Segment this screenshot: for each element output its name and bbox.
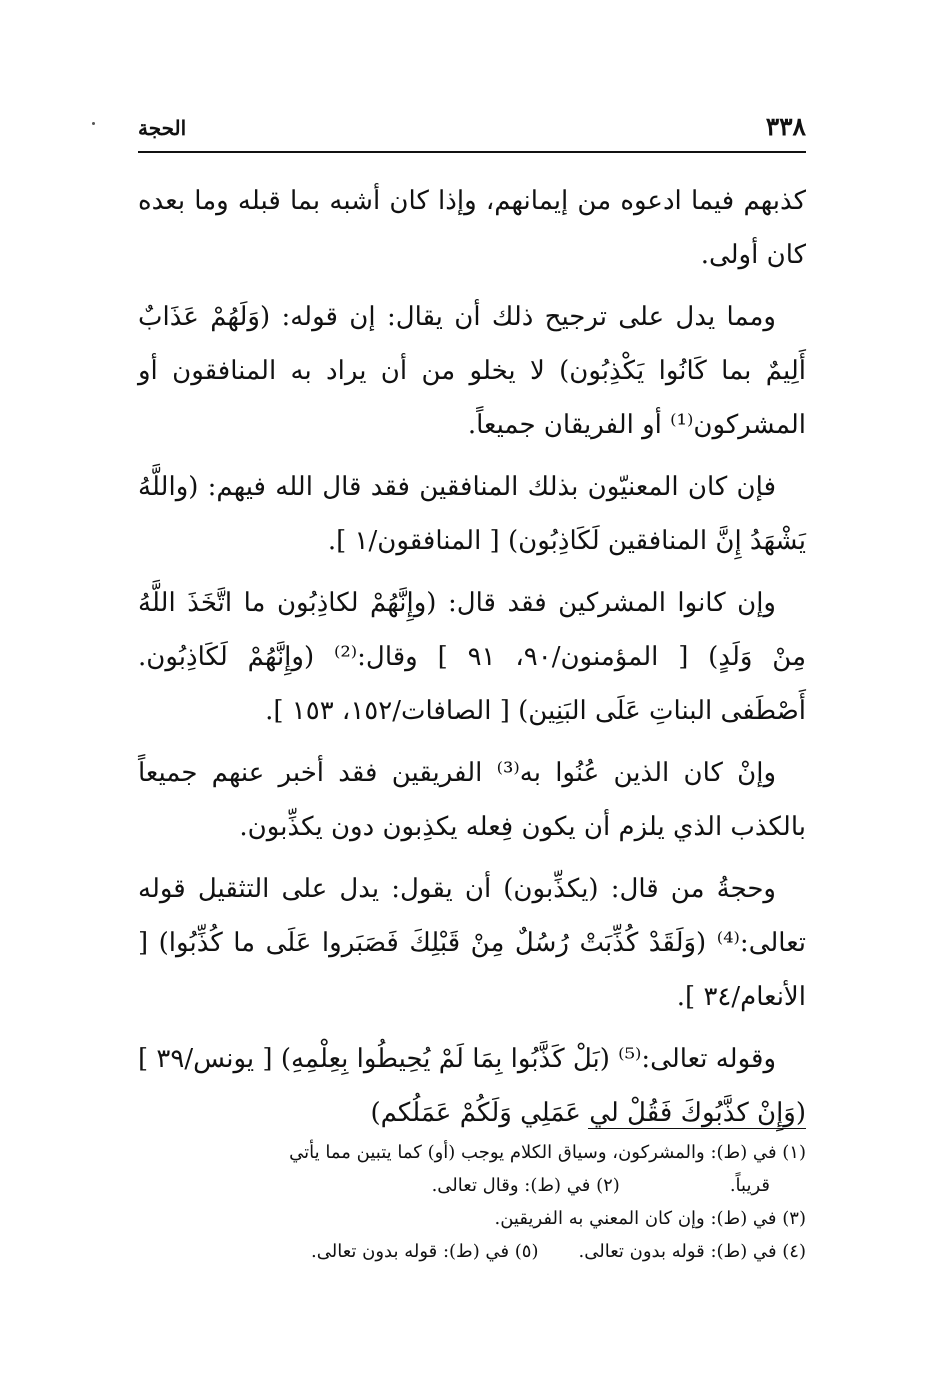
page-header (138, 112, 806, 148)
footnote-row (138, 1235, 806, 1268)
paragraph: وحجةُ من قال: (يكذِّبون) أن يقول: يدل على التثقيل قوله تعالى:⁽⁴⁾ (وَلَقَدْ كُذِّبَتْ رُسُلٌ مِنْ قَبْلِكَ فَصَبَروا عَلَى ما كُذِّبُوا) [ الأنعام/٣٤ ]. (138, 874, 806, 1012)
main-text (138, 174, 806, 1148)
paragraph: وقوله تعالى:⁽⁵⁾ (بَلْ كَذَّبُوا بِمَا لَمْ يُحِيطُوا بِعِلْمِهِ) [ يونس/٣٩ ] (وَإِنْ كذَّبُوكَ فَقُلْ لي عَمَلِي وَلَكُمْ عَمَلُكم) (138, 1044, 806, 1128)
paragraph: ومما يدل على ترجيح ذلك أن يقال: إن قوله: (وَلَهُمْ عَذَابٌ أَلِيمٌ بما كَانُوا يَكْذِبُون) لا يخلو من أن يراد به المنافقون أو المشركون⁽¹⁾ أو الفريقان جميعاً. (138, 302, 807, 440)
margin-dot (92, 122, 95, 125)
header-rule (138, 151, 806, 153)
footnote-3: (٣) في (ط): وإن كان المعني به الفريقين. (494, 1208, 806, 1229)
footnote-1: (١) في (ط): والمشركون، وسياق الكلام يوجب (أو) كما يتبين مما يأتي (289, 1142, 806, 1163)
footnotes (138, 1136, 806, 1268)
footnote-5: (٥) في (ط): قوله بدون تعالى. (311, 1241, 539, 1262)
paragraph: وإن كانوا المشركين فقد قال: (وإِنَّهُمْ لكاذِبُون ما اتَّخَذَ اللَّهُ مِنْ وَلَدٍ) [ المؤمنون/٩٠، ٩١ ] وقال:⁽²⁾ (وإِنَّهُمْ لَكَاذِبُون. أَصْطَفى البناتِ عَلَى البَنِين) [ الصافات/١٥٢، ١٥٣ ]. (138, 588, 807, 726)
footnote-1-continuation: قريباً. (729, 1175, 770, 1196)
footnote-separator (588, 1128, 806, 1129)
paragraph: كذبهم فيما ادعوه من إيمانهم، وإذا كان أشبه بما قبله وما بعده كان أولى. (138, 186, 806, 270)
footnote-4: (٤) في (ط): قوله بدون تعالى. (578, 1241, 806, 1262)
page-number: ٣٣٨ (765, 112, 806, 141)
footnote-row (138, 1169, 806, 1202)
footnote-2: (٢) في (ط): وقال تعالى. (431, 1175, 620, 1196)
paragraph: وإنْ كان الذين عُنُوا به⁽³⁾ الفريقين فقد أخبر عنهم جميعاً بالكذب الذي يلزم أن يكون فِعله يكذِبون دون يكذِّبون. (138, 758, 806, 842)
running-title: الحجة (138, 116, 187, 140)
paragraph: فإن كان المعنيّون بذلك المنافقين فقد قال الله فيهم: (واللَّهُ يَشْهَدُ إِنَّ المنافقين لَكَاذِبُون) [ المنافقون/١ ]. (138, 472, 806, 556)
